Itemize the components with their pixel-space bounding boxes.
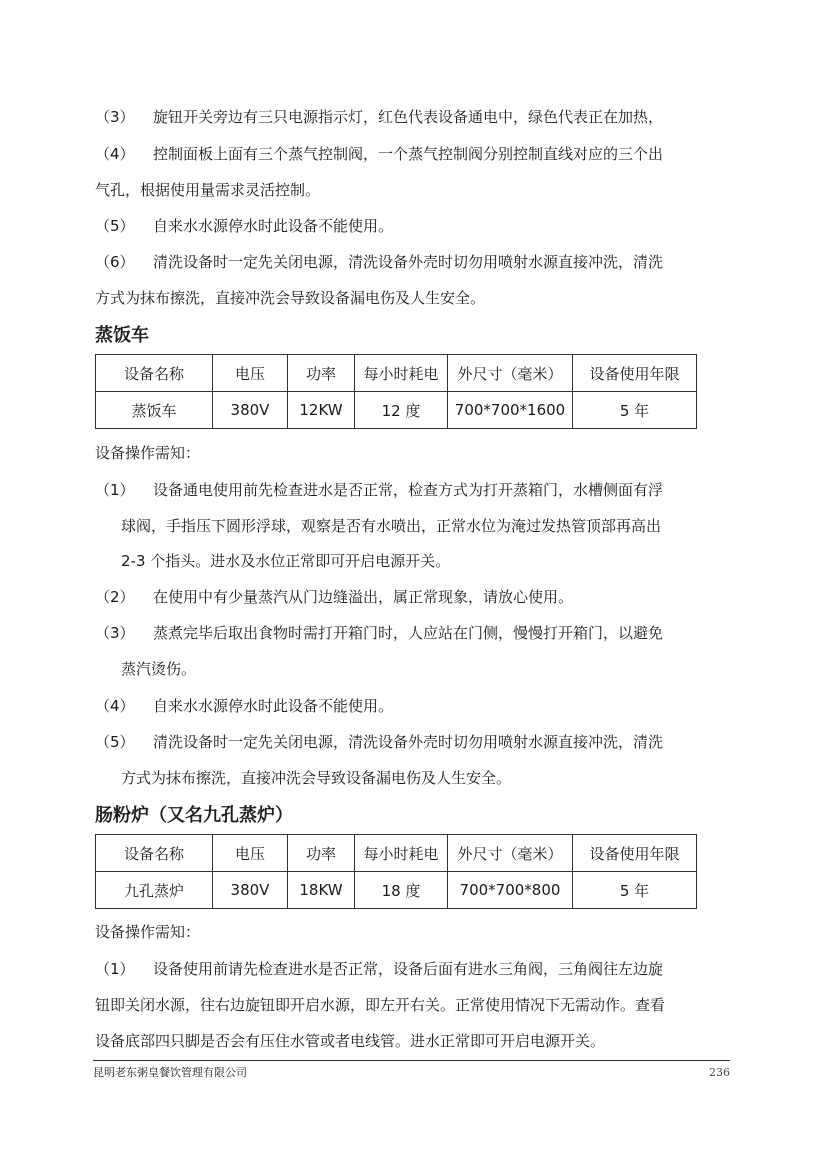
- table-cell: 18KW: [288, 872, 355, 909]
- list-item: [95, 215, 393, 237]
- table-cell: 380V: [213, 872, 288, 909]
- item-text: 蒸煮完毕后取出食物时需打开箱门时，人应站在门侧，慢慢打开箱门，以避免: [153, 624, 664, 642]
- item-text: 清洗设备时一定先关闭电源，清洗设备外壳时切勿用喷射水源直接冲洗，清洗: [153, 733, 664, 751]
- table-row: [96, 872, 697, 909]
- item-text-continuation: 蒸汽烫伤。: [121, 660, 197, 678]
- item-text: 自来水水源停水时此设备不能使用。: [153, 217, 394, 235]
- spec-table: [95, 834, 697, 909]
- item-number: （1）: [95, 960, 135, 978]
- table-cell: 蒸饭车: [96, 392, 213, 429]
- table-header-cell: 设备名称: [96, 355, 213, 392]
- item-number: （4）: [95, 145, 135, 163]
- item-number: （5）: [95, 733, 135, 751]
- table-header-cell: 功率: [288, 355, 355, 392]
- spec-table: [95, 354, 697, 429]
- table-header-cell: 电压: [213, 355, 288, 392]
- section-title: 蒸饭车: [95, 325, 149, 346]
- item-text: 设备使用前请先检查进水是否正常，设备后面有进水三角阀，三角阀往左边旋: [153, 960, 664, 978]
- item-text: 自来水水源停水时此设备不能使用。: [153, 697, 394, 715]
- item-text: 设备通电使用前先检查进水是否正常，检查方式为打开蒸箱门，水槽侧面有浮: [153, 481, 664, 499]
- table-cell: 5 年: [573, 872, 697, 909]
- table-header-cell: 设备使用年限: [573, 835, 697, 872]
- list-item: [95, 251, 663, 273]
- item-text: 旋钮开关旁边有三只电源指示灯，红色代表设备通电中，绿色代表正在加热，: [153, 108, 664, 126]
- table-header-cell: 设备名称: [96, 835, 213, 872]
- list-item: [95, 958, 663, 980]
- table-header-cell: 每小时耗电: [355, 355, 448, 392]
- notice-label: 设备操作需知：: [95, 923, 201, 941]
- table-header-cell: 功率: [288, 835, 355, 872]
- list-item: [95, 731, 663, 753]
- item-text-continuation: 方式为抹布擦洗，直接冲洗会导致设备漏电伤及人生安全。: [95, 289, 486, 307]
- list-item: [95, 143, 663, 165]
- table-header-cell: 设备使用年限: [573, 355, 697, 392]
- notice-label: 设备操作需知：: [95, 444, 201, 462]
- item-number: （4）: [95, 697, 135, 715]
- table-header-cell: 每小时耗电: [355, 835, 448, 872]
- table-cell: 5 年: [573, 392, 697, 429]
- table-cell: 700*700*800: [448, 872, 573, 909]
- page-number: 236: [709, 1066, 730, 1079]
- list-item: [95, 106, 663, 128]
- list-item: [95, 479, 663, 501]
- item-text: 在使用中有少量蒸汽从门边缝溢出，属正常现象，请放心使用。: [153, 588, 574, 606]
- table-cell: 18 度: [355, 872, 448, 909]
- list-item: [95, 622, 663, 644]
- table-cell: 12 度: [355, 392, 448, 429]
- list-item: [95, 586, 573, 608]
- item-text: 清洗设备时一定先关闭电源，清洗设备外壳时切勿用喷射水源直接冲洗，清洗: [153, 253, 664, 271]
- footer-company: 昆明老东粥皇餐饮管理有限公司: [93, 1066, 247, 1079]
- table-cell: 九孔蒸炉: [96, 872, 213, 909]
- item-text-continuation: 2-3 个指头。进水及水位正常即可开启电源开关。: [121, 552, 451, 570]
- table-cell: 12KW: [288, 392, 355, 429]
- table-cell: 700*700*1600: [448, 392, 573, 429]
- item-text-continuation: 方式为抹布擦洗，直接冲洗会导致设备漏电伤及人生安全。: [121, 769, 512, 787]
- footer-divider: [93, 1060, 730, 1061]
- table-header-row: [96, 835, 697, 872]
- table-row: [96, 392, 697, 429]
- table-header-row: [96, 355, 697, 392]
- table-header-cell: 外尺寸（毫米）: [448, 355, 573, 392]
- item-number: （5）: [95, 217, 135, 235]
- table-header-cell: 电压: [213, 835, 288, 872]
- item-number: （1）: [95, 481, 135, 499]
- item-number: （3）: [95, 108, 135, 126]
- item-text-continuation: 钮即关闭水源，往右边旋钮即开启水源，即左开右关。正常使用情况下无需动作。查看: [95, 996, 666, 1014]
- item-text: 控制面板上面有三个蒸气控制阀，一个蒸气控制阀分别控制直线对应的三个出: [153, 145, 664, 163]
- item-number: （6）: [95, 253, 135, 271]
- table-header-cell: 外尺寸（毫米）: [448, 835, 573, 872]
- item-text-continuation: 设备底部四只脚是否会有压住水管或者电线管。进水正常即可开启电源开关。: [95, 1032, 606, 1050]
- item-number: （3）: [95, 624, 135, 642]
- section-title: 肠粉炉（又名九孔蒸炉）: [95, 805, 293, 826]
- table-cell: 380V: [213, 392, 288, 429]
- list-item: [95, 695, 393, 717]
- item-text-continuation: 球阀，手指压下圆形浮球，观察是否有水喷出，正常水位为淹过发热管顶部再高出: [121, 517, 662, 535]
- item-text-continuation: 气孔，根据使用量需求灵活控制。: [95, 181, 321, 199]
- item-number: （2）: [95, 588, 135, 606]
